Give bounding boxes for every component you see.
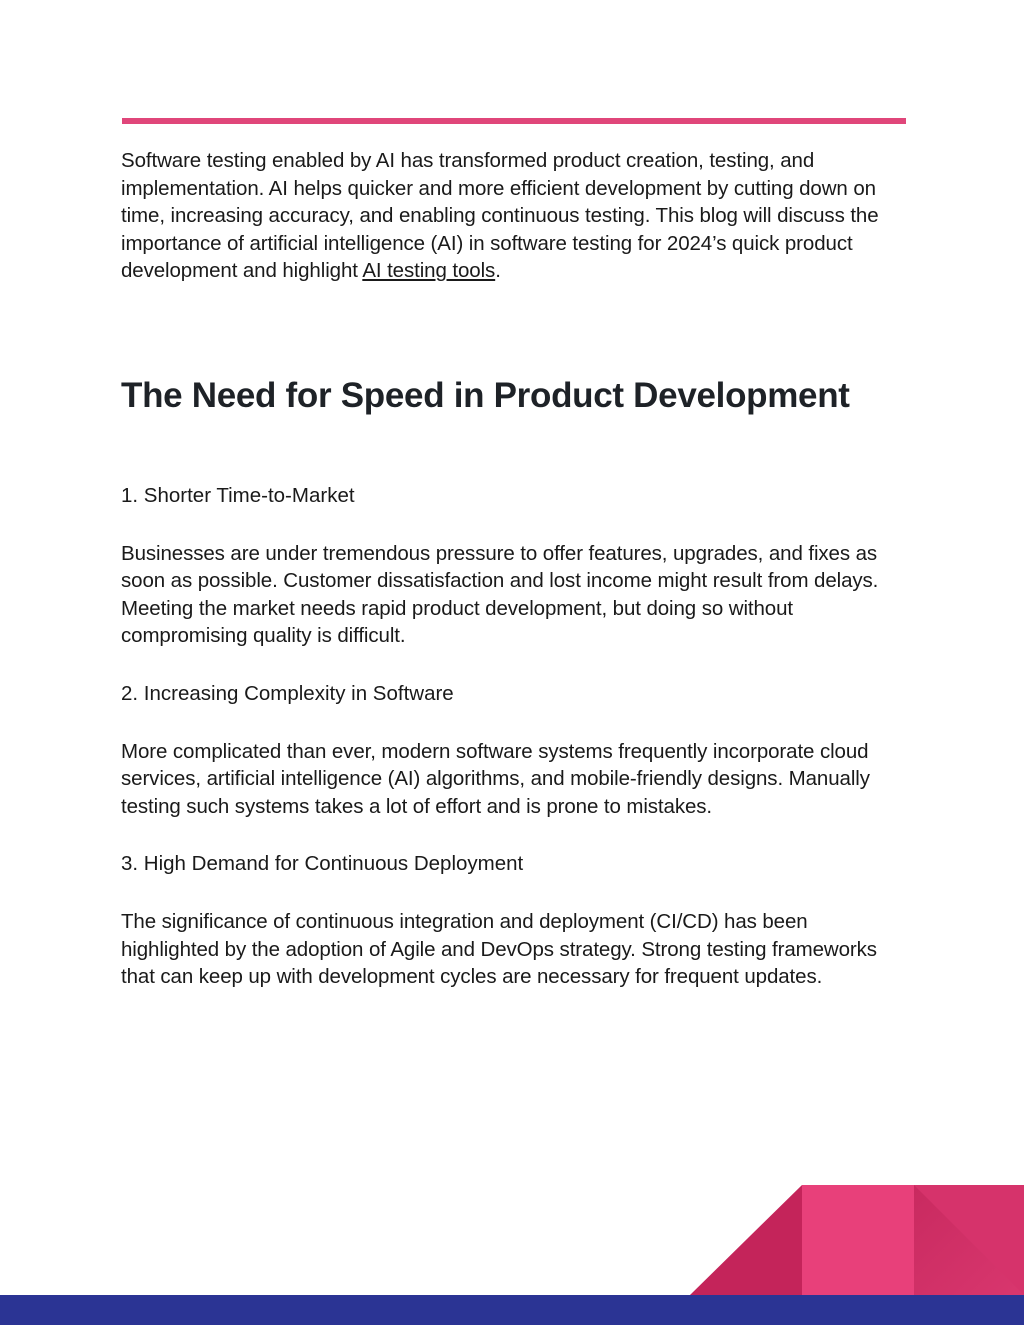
item-title: 3. High Demand for Continuous Deployment — [121, 852, 524, 876]
top-accent-rule — [122, 118, 906, 124]
section-heading: The Need for Speed in Product Development — [121, 376, 850, 415]
item-body: More complicated than ever, modern software systems frequently incorporate cloud services, artificial intelligence (AI) algorithms, and mobile-friendly designs. Manually testing such systems takes a lot of effort and is prone to mistakes. — [121, 739, 870, 818]
ai-testing-tools-link[interactable]: AI testing tools — [362, 259, 496, 283]
corner-decoration — [690, 1185, 1024, 1295]
corner-triangle-left — [690, 1185, 802, 1295]
intro-text-end: . — [495, 259, 501, 283]
page-content — [121, 147, 906, 989]
item-list — [121, 482, 906, 1021]
footer-bar — [0, 1295, 1024, 1325]
item-title: 1. Shorter Time-to-Market — [121, 484, 355, 507]
corner-block-middle — [802, 1185, 914, 1295]
item-title: 2. Increasing Complexity in Software — [121, 681, 454, 705]
intro-paragraph — [121, 147, 906, 285]
intro-text: Software testing enabled by AI has transformed product creation, testing, and implementation. AI helps quicker and more efficient development by cutting down on time, increasing accuracy, and enabling continuous testing. This blog will discuss the importance of artificial intelligence (AI) in software testing for 2024’s quick product development and highlight — [121, 149, 879, 283]
item-body: The significance of continuous integration and deployment (CI/CD) has been highlighted by the adoption of Agile and DevOps strategy. Strong testing frameworks that can keep up with development cycles are necessary for frequent updates. — [121, 909, 877, 989]
item-body: Businesses are under tremendous pressure to offer features, upgrades, and fixes as soon as possible. Customer dissatisfaction and lost income might result from delays. Meeting the market needs rapid product development, but doing so without compromising quality is difficult. — [121, 541, 879, 648]
